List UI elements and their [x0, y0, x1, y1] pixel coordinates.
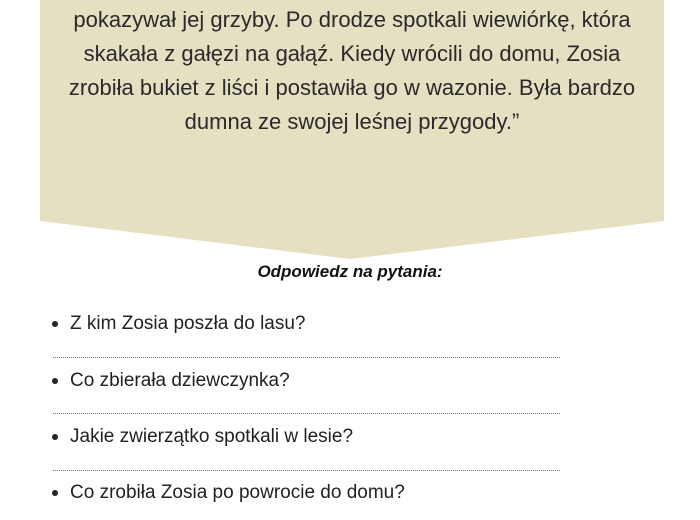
- question-item: [52, 482, 405, 504]
- bullet-icon: [52, 490, 58, 496]
- question-item: [52, 426, 353, 448]
- story-line: zrobiła bukiet z liści i postawiła go w wazonie. Była bardzo: [68, 75, 636, 100]
- question-item: [52, 370, 290, 392]
- bullet-icon: [52, 378, 58, 384]
- answer-line[interactable]: [53, 413, 560, 414]
- story-text: [40, 3, 664, 139]
- question-text: Z kim Zosia poszła do lasu?: [70, 313, 306, 334]
- questions-heading: Odpowiedz na pytania:: [257, 262, 443, 281]
- question-text: Co zbierała dziewczynka?: [70, 370, 290, 391]
- story-line: dumna ze swojej leśnej przygody.”: [184, 109, 520, 134]
- story-line: skakała z gałęzi na gałąź. Kiedy wrócili do domu, Zosia: [83, 41, 621, 66]
- answer-line[interactable]: [53, 470, 560, 471]
- question-item: [52, 313, 306, 335]
- question-text: Jakie zwierzątko spotkali w lesie?: [70, 426, 354, 447]
- question-text: Co zrobiła Zosia po powrocie do domu?: [70, 482, 405, 503]
- bullet-icon: [52, 434, 58, 440]
- story-line: pokazywał jej grzyby. Po drodze spotkali wiewiórkę, która: [73, 7, 631, 32]
- answer-line[interactable]: [53, 357, 560, 358]
- bullet-icon: [52, 321, 58, 327]
